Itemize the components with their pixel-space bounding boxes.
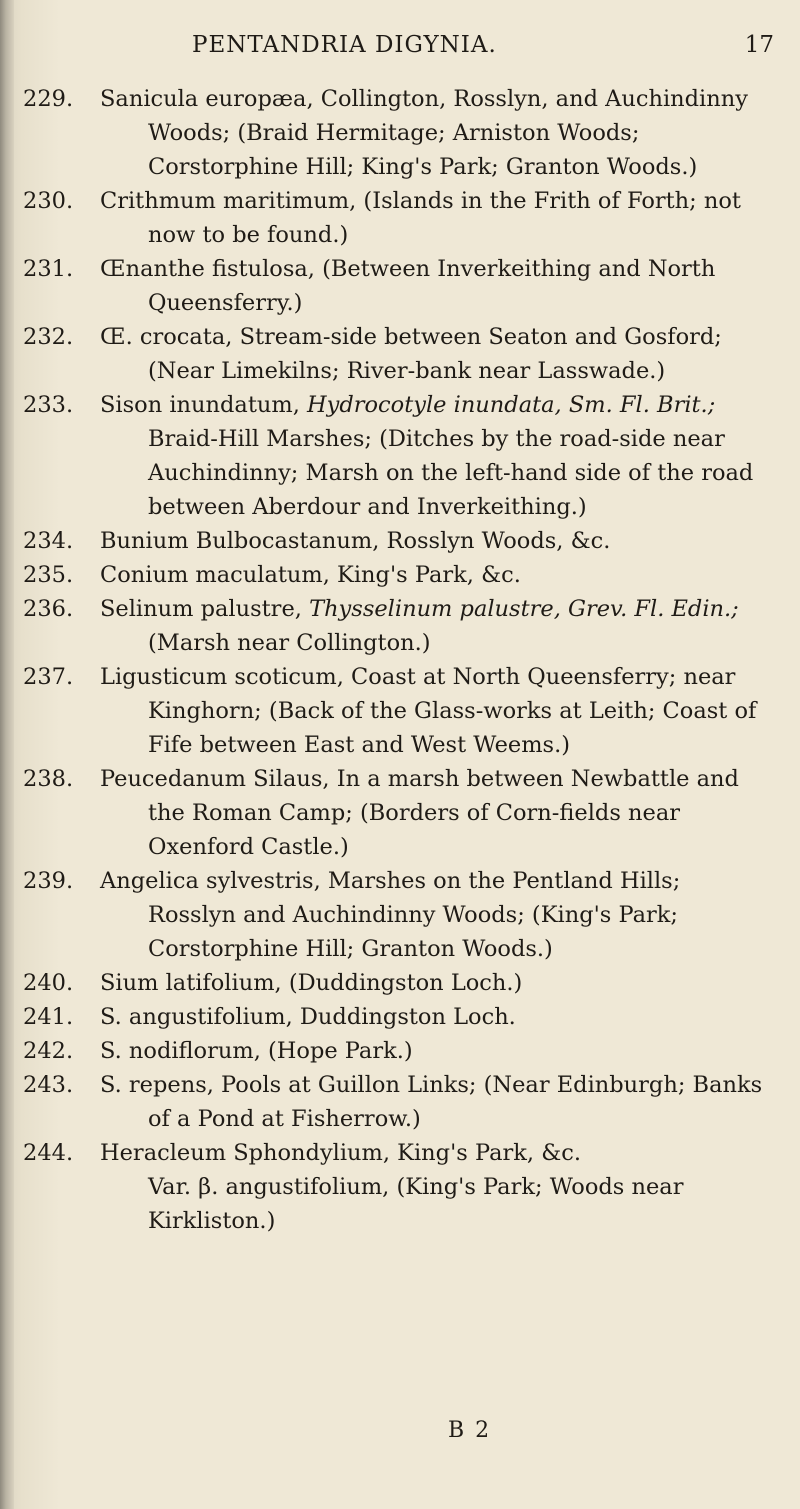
list-item <box>0 184 800 252</box>
entry-text: Sium latifolium, (Duddingston Loch.) <box>100 970 523 996</box>
entry-text: Conium maculatum, King's Park, &c. <box>100 562 521 588</box>
list-item <box>0 558 800 592</box>
entry-number: 233. <box>23 392 74 418</box>
entry-number: 238. <box>23 766 74 792</box>
list-item <box>0 660 800 762</box>
page-header <box>0 26 800 66</box>
entry-text-lead: Selinum palustre, <box>100 596 310 622</box>
list-item <box>0 1068 800 1136</box>
entry-number: 235. <box>23 562 74 588</box>
entry-number: 241. <box>23 1004 74 1030</box>
entry-text: Peucedanum Silaus, In a marsh between Newbattle and the Roman Camp; (Borders of Corn-fields near Oxenford Castle.) <box>100 766 739 860</box>
entry-variety: Var. β. angustifolium, (King's Park; Woods near Kirkliston.) <box>148 1174 684 1234</box>
entry-text: S. repens, Pools at Guillon Links; (Near Edinburgh; Banks of a Pond at Fisherrow.) <box>100 1072 763 1132</box>
list-item <box>0 82 800 184</box>
signature-mark: B 2 <box>448 1418 492 1443</box>
entry-synonym: Hydrocotyle inundata, Sm. Fl. Brit.; <box>307 392 716 418</box>
entry-number: 244. <box>23 1140 74 1166</box>
list-item <box>0 388 800 524</box>
entry-number: 231. <box>23 256 74 282</box>
entry-text: Œ. crocata, Stream-side between Seaton and Gosford; (Near Limekilns; River-bank near Lasswade.) <box>100 324 722 384</box>
entry-text: Crithmum maritimum, (Islands in the Frith of Forth; not now to be found.) <box>100 188 741 248</box>
entry-text: Bunium Bulbocastanum, Rosslyn Woods, &c. <box>100 528 611 554</box>
entry-text: Heracleum Sphondylium, King's Park, &c. <box>100 1140 581 1166</box>
list-item <box>0 762 800 864</box>
entry-text-lead: Sison inundatum, <box>100 392 308 418</box>
entry-number: 237. <box>23 664 74 690</box>
entry-text: Œnanthe fistulosa, (Between Inverkeithing and North Queensferry.) <box>100 256 716 316</box>
entry-text-tail: (Marsh near Collington.) <box>148 630 431 656</box>
entry-number: 239. <box>23 868 74 894</box>
page-number: 17 <box>744 32 774 58</box>
entry-number: 230. <box>23 188 74 214</box>
entry-number: 236. <box>23 596 74 622</box>
list-item <box>0 320 800 388</box>
entry-number: 234. <box>23 528 74 554</box>
list-item <box>0 966 800 1000</box>
running-head: PENTANDRIA DIGYNIA. <box>192 32 497 58</box>
list-item <box>0 252 800 320</box>
entry-text: Sanicula europæa, Collington, Rosslyn, and Auchindinny Woods; (Braid Hermitage; Arniston Woods; Corstorphine Hill; King's Park; Granton Woods.) <box>100 86 748 180</box>
entry-text <box>100 388 772 524</box>
entry-number: 232. <box>23 324 74 350</box>
entry-text: Angelica sylvestris, Marshes on the Pentland Hills; Rosslyn and Auchindinny Woods; (King's Park; Corstorphine Hill; Granton Woods.) <box>100 868 681 962</box>
entry-text-tail: Braid-Hill Marshes; (Ditches by the road-side near Auchindinny; Marsh on the left-hand side of the road between Aberdour and Inverkeithing.) <box>148 426 754 520</box>
list-item <box>0 1136 800 1238</box>
entry-text <box>100 592 772 660</box>
list-item <box>0 1000 800 1034</box>
entry-text: Ligusticum scoticum, Coast at North Queensferry; near Kinghorn; (Back of the Glass-works at Leith; Coast of Fife between East and West Weems.) <box>100 664 757 758</box>
entry-number: 229. <box>23 86 74 112</box>
entry-number: 242. <box>23 1038 74 1064</box>
entry-text: S. angustifolium, Duddingston Loch. <box>100 1004 516 1030</box>
entry-text: S. nodiflorum, (Hope Park.) <box>100 1038 413 1064</box>
entry-number: 243. <box>23 1072 74 1098</box>
entry-synonym: Thysselinum palustre, Grev. Fl. Edin.; <box>309 596 739 622</box>
species-list <box>0 82 800 1238</box>
entry-number: 240. <box>23 970 74 996</box>
list-item <box>0 1034 800 1068</box>
list-item <box>0 524 800 558</box>
list-item <box>0 592 800 660</box>
list-item <box>0 864 800 966</box>
